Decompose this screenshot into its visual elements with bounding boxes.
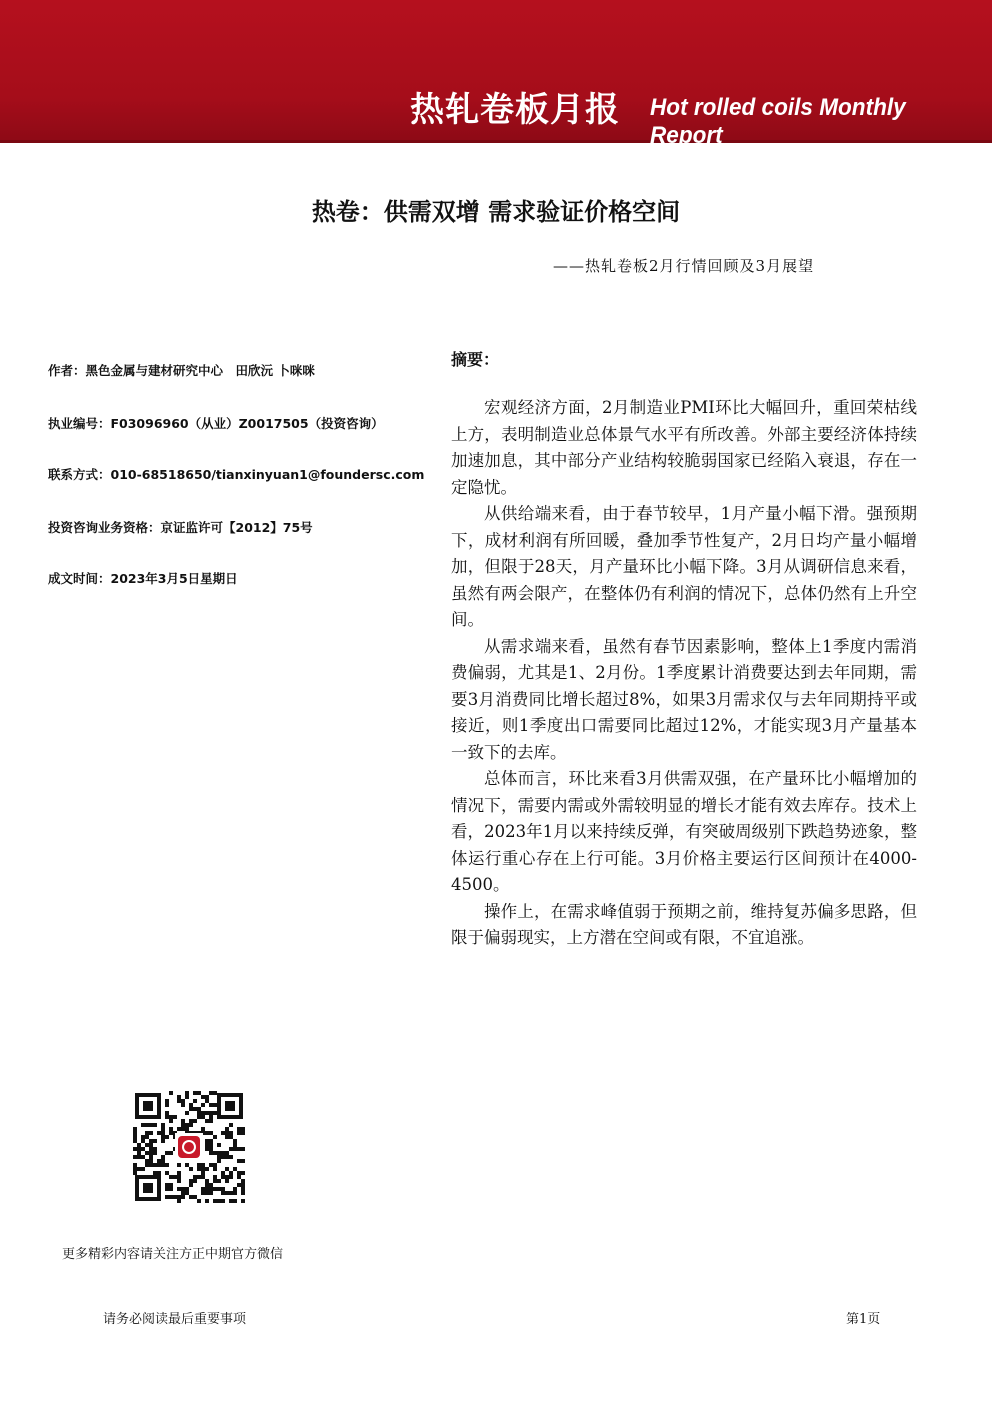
report-title: 热卷：供需双增 需求验证价格空间 — [311, 198, 681, 226]
author-line: 作者：黑色金属与建材研究中心 田欣沅 卜咪咪 — [48, 363, 315, 378]
qr-caption: 更多精彩内容请关注方正中期官方微信 — [62, 1247, 284, 1262]
header-title-en: Hot rolled coils Monthly Report — [650, 94, 906, 149]
abstract-heading: 摘要： — [451, 350, 500, 369]
qualification-line: 投资咨询业务资格：京证监许可【2012】75号 — [48, 520, 313, 535]
abstract-body — [451, 395, 917, 952]
contact-line: 联系方式：010-68518650/tianxinyuan1@foundersc.com — [48, 467, 425, 482]
footer-notice: 请务必阅读最后重要事项 — [103, 1312, 247, 1327]
report-subtitle: ——热轧卷板2月行情回顾及3月展望 — [553, 257, 815, 275]
header-title-cn: 热轧卷板月报 — [410, 90, 620, 130]
abstract-paragraph-macro: 宏观经济方面，2月制造业PMI环比大幅回升，重回荣枯线上方，表明制造业总体景气水平有所改善。外部主要经济体持续加速加息，其中部分产业结构较脆弱国家已经陷入衰退，存在一定隐忧。 — [451, 398, 917, 497]
license-line: 执业编号：F03096960（从业）Z0017505（投资咨询） — [48, 416, 384, 431]
page-number: 第1页 — [846, 1312, 881, 1327]
abstract-paragraph-supply: 从供给端来看，由于春节较早，1月产量小幅下滑。强预期下，成材利润有所回暖，叠加季节性复产，2月日均产量小幅增加，但限于28天，月产量环比小幅下降。3月从调研信息来看，虽然有两会限产，在整体仍有利润的情况下，总体仍然有上升空间。 — [451, 504, 917, 629]
abstract-paragraph-demand: 从需求端来看，虽然有春节因素影响，整体上1季度内需消费偏弱，尤其是1、2月份。1季度累计消费要达到去年同期，需要3月消费同比增长超过8%，如果3月需求仅与去年同期持平或接近，则1季度出口需要同比超过12%，才能实现3月产量基本一致下的去库。 — [451, 636, 917, 762]
qr-code-icon — [133, 1091, 245, 1203]
abstract-paragraph-summary: 总体而言，环比来看3月供需双强，在产量环比小幅增加的情况下，需要内需或外需较明显的增长才能有效去库存。技术上看，2023年1月以来持续反弹，有突破周级别下跌趋势迹象，整体运行重心存在上行可能。3月价格主要运行区间预计在4000-4500。 — [451, 769, 917, 894]
abstract-paragraph-strategy: 操作上，在需求峰值弱于预期之前，维持复苏偏多思路，但限于偏弱现实，上方潜在空间或有限，不宜追涨。 — [451, 901, 917, 947]
date-line: 成文时间：2023年3月5日星期日 — [48, 571, 238, 586]
